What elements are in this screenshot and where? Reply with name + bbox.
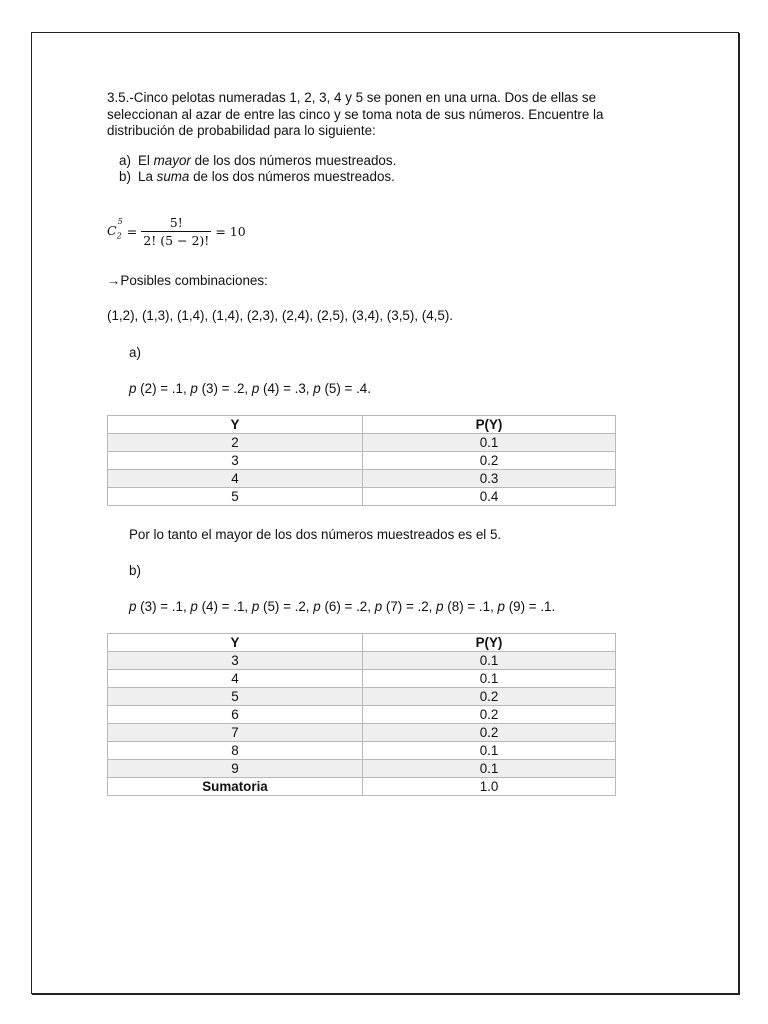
problem-item-b — [107, 169, 667, 186]
problem-item-a — [107, 153, 667, 170]
prob-value: (8) = .1, — [443, 599, 498, 614]
table-row — [108, 742, 616, 760]
item-text: La — [138, 169, 157, 184]
prob-symbol: p — [313, 599, 321, 614]
header-y: Y — [108, 634, 363, 652]
item-text: El — [138, 152, 154, 168]
cell-py: 0.1 — [363, 742, 616, 760]
formula-sub: 2 — [116, 231, 122, 241]
item-text: de los dos números muestreados. — [189, 169, 395, 184]
cell-y: 6 — [108, 706, 363, 724]
problem-statement: 3.5.-Cinco pelotas numeradas 1, 2, 3, 4 y 5 se ponen en una urna. Dos de ellas se seleccionan al azar de entre las cinco y se toma nota de sus números. Encuentre la distribución de probabilidad para lo siguiente: — [107, 90, 604, 138]
total-row — [108, 778, 616, 796]
prob-value: (9) = .1. — [504, 599, 556, 614]
header-py: P(Y) — [363, 416, 616, 434]
prob-symbol: p — [251, 381, 260, 396]
cell-py: 0.1 — [363, 760, 616, 778]
cell-y: 7 — [108, 724, 363, 742]
formula-fraction — [141, 215, 211, 248]
cell-y: 5 — [108, 688, 363, 706]
combination-formula — [107, 215, 246, 248]
formula-sup: 5 — [117, 216, 123, 226]
cell-py: 0.2 — [363, 724, 616, 742]
formula-denominator: 2! (5 − 2)! — [143, 233, 210, 248]
prob-symbol: p — [129, 381, 137, 396]
table-row — [108, 670, 616, 688]
prob-value: (6) = .2, — [320, 599, 375, 614]
header-y: Y — [108, 416, 363, 434]
prob-value: (7) = .2, — [382, 599, 437, 614]
table-part-a — [107, 415, 616, 506]
cell-y: 9 — [108, 760, 363, 778]
prob-value: (3) = .1, — [136, 599, 191, 614]
table-row — [108, 688, 616, 706]
cell-py: 0.1 — [363, 434, 616, 452]
table-part-b — [107, 633, 616, 796]
cell-y: 4 — [108, 470, 363, 488]
cell-y: 2 — [108, 434, 363, 452]
cell-py: 0.2 — [363, 452, 616, 470]
item-label: a) — [119, 152, 131, 168]
prob-symbol: p — [251, 599, 260, 614]
table-row — [108, 760, 616, 778]
cell-py: 0.2 — [363, 688, 616, 706]
formula-result: = 10 — [215, 224, 246, 239]
table-row — [108, 724, 616, 742]
prob-symbol: p — [190, 599, 198, 614]
combos-heading: →Posibles combinaciones: — [107, 273, 268, 288]
table-header — [108, 634, 616, 652]
prob-symbol: p — [497, 599, 505, 614]
cell-y: 3 — [108, 452, 363, 470]
formula-symbol: $C_2^5$ — [107, 216, 123, 241]
prob-symbol: p — [129, 599, 137, 614]
item-text: de los dos números muestreados. — [190, 152, 397, 168]
problem-block — [107, 90, 667, 186]
prob-symbol: p — [374, 599, 383, 614]
cell-y: 5 — [108, 488, 363, 506]
problem-items — [107, 153, 667, 186]
prob-value: (3) = .2, — [197, 381, 252, 396]
part-a-conclusion: Por lo tanto el mayor de los dos números muestreados es el 5. — [129, 527, 502, 542]
formula-equals: = — [126, 224, 138, 239]
prob-symbol: p — [313, 381, 321, 396]
item-emphasis: suma — [156, 169, 190, 184]
table-row — [108, 706, 616, 724]
prob-value: (5) = .4. — [320, 381, 371, 396]
cell-py: 0.3 — [363, 470, 616, 488]
table-row — [108, 434, 616, 452]
table-row — [108, 488, 616, 506]
cell-py: 0.1 — [363, 652, 616, 670]
header-py: P(Y) — [363, 634, 616, 652]
item-emphasis: mayor — [153, 152, 191, 168]
total-value: 1.0 — [363, 778, 616, 796]
prob-value: (4) = .3, — [259, 381, 314, 396]
table-row — [108, 452, 616, 470]
cell-y: 4 — [108, 670, 363, 688]
part-a-label: a) — [129, 345, 141, 360]
table-row — [108, 470, 616, 488]
prob-symbol: p — [190, 381, 198, 396]
cell-y: 3 — [108, 652, 363, 670]
cell-y: 8 — [108, 742, 363, 760]
table-row — [108, 652, 616, 670]
cell-py: 0.2 — [363, 706, 616, 724]
prob-value: (5) = .2, — [259, 599, 314, 614]
item-label: b) — [119, 169, 131, 184]
formula-numerator: 5! — [169, 215, 183, 230]
prob-symbol: p — [436, 599, 444, 614]
combos-list: (1,2), (1,3), (1,4), (1,4), (2,3), (2,4), (2,5), (3,4), (3,5), (4,5). — [107, 308, 454, 323]
prob-value: (2) = .1, — [136, 381, 191, 396]
part-a-probabilities — [129, 381, 371, 396]
part-b-label: b) — [129, 563, 141, 578]
part-b-probabilities — [129, 599, 555, 614]
table-header — [108, 416, 616, 434]
prob-value: (4) = .1, — [197, 599, 252, 614]
cell-py: 0.1 — [363, 670, 616, 688]
total-label: Sumatoria — [108, 778, 363, 796]
cell-py: 0.4 — [363, 488, 616, 506]
